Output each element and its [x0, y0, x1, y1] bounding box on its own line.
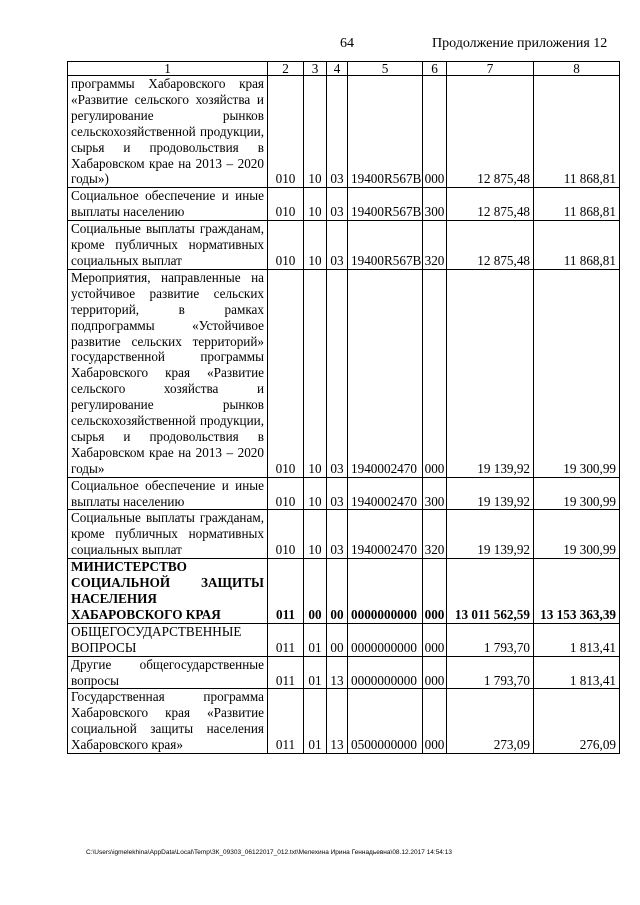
- expense-type-code: 320: [423, 510, 447, 559]
- column-number: 5: [348, 62, 423, 76]
- budget-item-name: Мероприятия, направленные на устойчивое развитие сельских территорий, в рамках подпрограммы «Устойчивое развитие сельских территорий» государственной программы Хабаровского края «Развитие сельского хозяйства и регулирование рынков сельскохозяйственной продукции, сырья и продовольствия в Хабаровском крае на 2013 – 2020 годы»: [68, 269, 268, 477]
- amount-year-2: 19 300,99: [534, 510, 620, 559]
- amount-year-1: 273,09: [447, 689, 534, 754]
- ministry-code: 010: [268, 221, 304, 270]
- amount-year-2: 11 868,81: [534, 76, 620, 188]
- expense-type-code: 320: [423, 221, 447, 270]
- target-article-code: 0000000000: [348, 623, 423, 656]
- target-article-code: 19400R567B: [348, 76, 423, 188]
- section-code: 10: [304, 76, 327, 188]
- subsection-code: 00: [327, 623, 348, 656]
- ministry-code: 010: [268, 510, 304, 559]
- page-number: 64: [340, 36, 354, 51]
- budget-item-name: МИНИСТЕРСТВО СОЦИАЛЬНОЙ ЗАЩИТЫ НАСЕЛЕНИЯ ХАБАРОВСКОГО КРАЯ: [68, 559, 268, 624]
- section-code: 00: [304, 559, 327, 624]
- subsection-code: 03: [327, 188, 348, 221]
- column-number: 3: [304, 62, 327, 76]
- ministry-code: 010: [268, 477, 304, 510]
- amount-year-1: 1 793,70: [447, 623, 534, 656]
- section-code: 01: [304, 656, 327, 689]
- amount-year-1: 19 139,92: [447, 477, 534, 510]
- ministry-code: 010: [268, 269, 304, 477]
- target-article-code: 0000000000: [348, 559, 423, 624]
- budget-item-name: Социальное обеспечение и иные выплаты населению: [68, 477, 268, 510]
- table-row: [68, 623, 620, 656]
- table-row: [68, 477, 620, 510]
- amount-year-2: 11 868,81: [534, 221, 620, 270]
- amount-year-1: 12 875,48: [447, 188, 534, 221]
- section-code: 10: [304, 188, 327, 221]
- expense-type-code: 300: [423, 477, 447, 510]
- amount-year-1: 12 875,48: [447, 221, 534, 270]
- table-row: [68, 76, 620, 188]
- budget-item-name: Другие общегосударственные вопросы: [68, 656, 268, 689]
- subsection-code: 13: [327, 689, 348, 754]
- budget-item-name: Государственная программа Хабаровского края «Развитие социальной защиты населения Хабаровского края»: [68, 689, 268, 754]
- table-row: [68, 559, 620, 624]
- amount-year-1: 13 011 562,59: [447, 559, 534, 624]
- budget-item-name: Социальные выплаты гражданам, кроме публичных нормативных социальных выплат: [68, 221, 268, 270]
- ministry-code: 011: [268, 623, 304, 656]
- ministry-code: 011: [268, 689, 304, 754]
- table-row: [68, 689, 620, 754]
- subsection-code: 03: [327, 221, 348, 270]
- target-article-code: 19400R567B: [348, 221, 423, 270]
- section-code: 10: [304, 221, 327, 270]
- amount-year-2: 1 813,41: [534, 623, 620, 656]
- ministry-code: 010: [268, 188, 304, 221]
- budget-table: [67, 61, 620, 754]
- amount-year-1: 19 139,92: [447, 269, 534, 477]
- target-article-code: 1940002470: [348, 477, 423, 510]
- amount-year-1: 12 875,48: [447, 76, 534, 188]
- ministry-code: 010: [268, 76, 304, 188]
- budget-item-name: Социальное обеспечение и иные выплаты населению: [68, 188, 268, 221]
- section-code: 01: [304, 623, 327, 656]
- budget-item-name: Социальные выплаты гражданам, кроме публичных нормативных социальных выплат: [68, 510, 268, 559]
- amount-year-2: 11 868,81: [534, 188, 620, 221]
- file-path-footer: C:\Users\igmelekhina\AppData\Local\Temp\ЗК_09303_06122017_012.txt\Мелехина Ирина Геннадьевна\08.12.2017 14:54:13: [86, 849, 452, 856]
- expense-type-code: 000: [423, 689, 447, 754]
- amount-year-1: 1 793,70: [447, 656, 534, 689]
- amount-year-2: 13 153 363,39: [534, 559, 620, 624]
- column-number-row: [68, 62, 620, 76]
- target-article-code: 1940002470: [348, 269, 423, 477]
- section-code: 10: [304, 477, 327, 510]
- subsection-code: 03: [327, 477, 348, 510]
- target-article-code: 1940002470: [348, 510, 423, 559]
- appendix-continuation-label: Продолжение приложения 12: [432, 36, 608, 51]
- expense-type-code: 000: [423, 559, 447, 624]
- amount-year-2: 19 300,99: [534, 269, 620, 477]
- subsection-code: 03: [327, 269, 348, 477]
- column-number: 1: [68, 62, 268, 76]
- section-code: 01: [304, 689, 327, 754]
- amount-year-2: 19 300,99: [534, 477, 620, 510]
- section-code: 10: [304, 269, 327, 477]
- table-row: [68, 188, 620, 221]
- subsection-code: 13: [327, 656, 348, 689]
- column-number: 7: [447, 62, 534, 76]
- table-row: [68, 269, 620, 477]
- column-number: 6: [423, 62, 447, 76]
- target-article-code: 19400R567B: [348, 188, 423, 221]
- subsection-code: 00: [327, 559, 348, 624]
- column-number: 2: [268, 62, 304, 76]
- column-number: 4: [327, 62, 348, 76]
- subsection-code: 03: [327, 510, 348, 559]
- amount-year-1: 19 139,92: [447, 510, 534, 559]
- section-code: 10: [304, 510, 327, 559]
- target-article-code: 0000000000: [348, 656, 423, 689]
- column-number: 8: [534, 62, 620, 76]
- table-row: [68, 221, 620, 270]
- target-article-code: 0500000000: [348, 689, 423, 754]
- expense-type-code: 000: [423, 656, 447, 689]
- ministry-code: 011: [268, 656, 304, 689]
- expense-type-code: 000: [423, 623, 447, 656]
- ministry-code: 011: [268, 559, 304, 624]
- table-row: [68, 510, 620, 559]
- amount-year-2: 276,09: [534, 689, 620, 754]
- budget-item-name: программы Хабаровского края «Развитие сельского хозяйства и регулирование рынков сельскохозяйственной продукции, сырья и продовольствия в Хабаровском крае на 2013 – 2020 годы»): [68, 76, 268, 188]
- expense-type-code: 300: [423, 188, 447, 221]
- table-row: [68, 656, 620, 689]
- expense-type-code: 000: [423, 269, 447, 477]
- amount-year-2: 1 813,41: [534, 656, 620, 689]
- expense-type-code: 000: [423, 76, 447, 188]
- budget-item-name: ОБЩЕГОСУДАРСТВЕННЫЕ ВОПРОСЫ: [68, 623, 268, 656]
- subsection-code: 03: [327, 76, 348, 188]
